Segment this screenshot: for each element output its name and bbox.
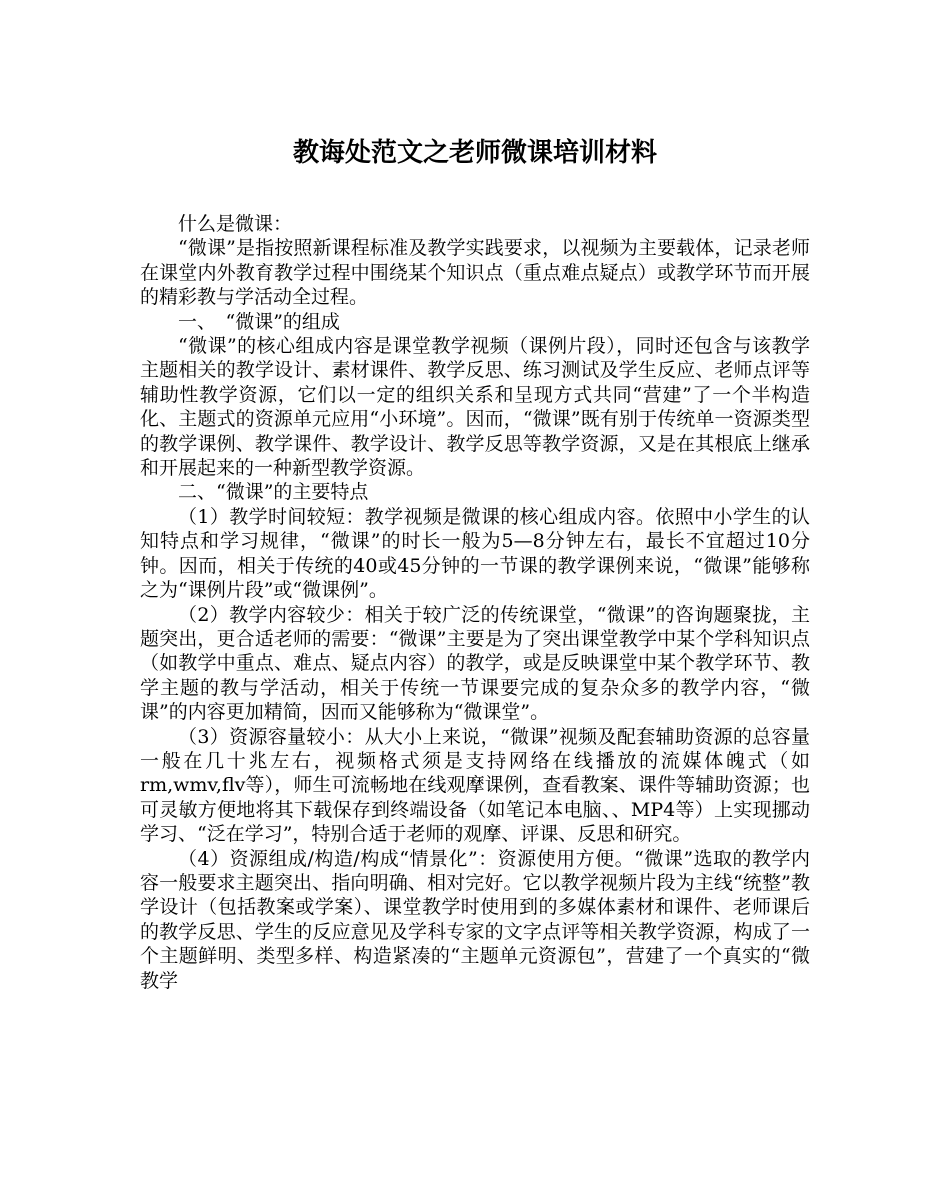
paragraph: （1）教学时间较短：教学视频是微课的核心组成内容。依照中小学生的认知特点和学习规律，“微课”的时长一般为5—8分钟左右，最长不宜超过10分钟。因而，相关于传统的40或45分钟的一节课的教学课例来说，“微课”能够称之为“课例片段”或“微课例”。	[140, 505, 810, 602]
section-heading: 一、 “微课”的组成	[178, 310, 340, 333]
paragraph: “微课”是指按照新课程标准及教学实践要求，以视频为主要载体，记录老师在课堂内外教育教学过程中围绕某个知识点（重点难点疑点）或教学环节而开展的精彩教与学活动全过程。	[140, 237, 810, 309]
paragraph: （3）资源容量较小：从大小上来说，“微课”视频及配套辅助资源的总容量一般在几十兆左右，视频格式须是支持网络在线播放的流媒体魄式（如rm,wmv,flv等），师生可流畅地在线观摩课例，查看教案、课件等辅助资源；也可灵敏方便地将其下载保存到终端设备（如笔记本电脑、、MP4等）上实现挪动学习、“泛在学习”，特别合适于老师的观摩、评课、反思和研究。	[140, 725, 810, 846]
paragraph: （4）资源组成/构造/构成“情景化”：资源使用方便。“微课”选取的教学内容一般要求主题突出、指向明确、相对完好。它以教学视频片段为主线“统整”教学设计（包括教案或学案）、课堂教学时使用到的多媒体素材和课件、老师课后的教学反思、学生的反应意见及学科专家的文字点评等相关教学资源，构成了一个主题鲜明、类型多样、构造紧凑的“主题单元资源包”，营建了一个真实的“微教学	[140, 847, 810, 992]
section-heading: 二、“微课”的主要特点	[178, 481, 369, 504]
document-body	[140, 212, 810, 993]
paragraph: 什么是微课：	[178, 213, 293, 235]
paragraph: （2）教学内容较少：相关于较广泛的传统课堂，“微课”的咨询题聚拢，主题突出，更合适老师的需要：“微课”主要是为了突出课堂教学中某个学科知识点（如教学中重点、难点、疑点内容）的教学，或是反映课堂中某个教学环节、教学主题的教与学活动，相关于传统一节课要完成的复杂众多的教学内容，“微课”的内容更加精简，因而又能够称为“微课堂”。	[140, 603, 810, 724]
paragraph: “微课”的核心组成内容是课堂教学视频（课例片段），同时还包含与该教学主题相关的教学设计、素材课件、教学反思、练习测试及学生反应、老师点评等辅助性教学资源，它们以一定的组织关系和呈现方式共同“营建”了一个半构造化、主题式的资源单元应用“小环境”。因而，“微课”既有别于传统单一资源类型的教学课例、教学课件、教学设计、教学反思等教学资源，又是在其根底上继承和开展起来的一种新型教学资源。	[140, 335, 810, 480]
document-title: 教诲处范文之老师微课培训材料	[292, 138, 657, 168]
